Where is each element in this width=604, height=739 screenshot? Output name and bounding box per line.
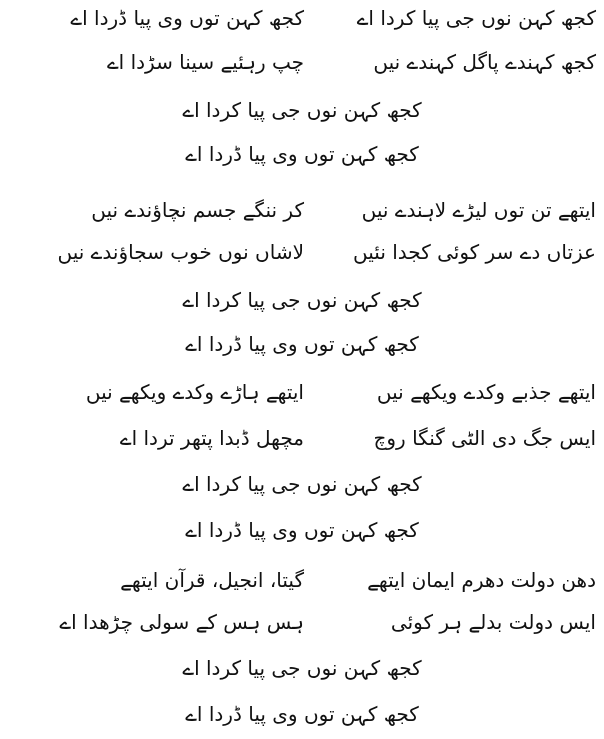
stanza-2-line-2-b: لاشاں نوں خوب سجاؤندے نیں <box>57 240 304 264</box>
stanza-4-refrain-2: کجھ کہن توں وی پیا ڈردا اے <box>185 702 419 726</box>
stanza-3-refrain-2: کجھ کہن توں وی پیا ڈردا اے <box>185 518 419 542</box>
stanza-3-line-2-b: مچھل ڈبدا پتھر تردا اے <box>119 426 304 450</box>
stanza-1-refrain-2: کجھ کہن توں وی پیا ڈردا اے <box>185 142 419 166</box>
stanza-1-line-1-a: کجھ کہن نوں جی پیا کردا اے <box>356 6 596 30</box>
stanza-4-line-1-b: گیتا، انجیل، قرآن ایتھے <box>120 568 304 592</box>
stanza-1-line-2-a: کجھ کہندے پاگل کہندے نیں <box>373 50 596 74</box>
stanza-2-refrain-2: کجھ کہن توں وی پیا ڈردا اے <box>185 332 419 356</box>
stanza-3-refrain-1: کجھ کہن نوں جی پیا کردا اے <box>182 472 422 496</box>
stanza-2-line-2-a: عزتاں دے سر کوئی کجدا نئیں <box>353 240 596 264</box>
stanza-3-line-1-b: ایتھے ہاڑے وکدے ویکھے نیں <box>85 380 304 404</box>
stanza-3-line-2-a: ایس جگ دی الٹی گنگا روچ <box>373 426 596 450</box>
stanza-2-line-1-a: ایتھے تن توں لیڑے لاہندے نیں <box>361 198 596 222</box>
stanza-1-line-2-b: چپ رہئیے سینا سڑدا اے <box>106 50 304 74</box>
stanza-1-line-1-b: کجھ کہن توں وی پیا ڈردا اے <box>70 6 304 30</box>
stanza-3-line-1-a: ایتھے جذبے وکدے ویکھے نیں <box>376 380 596 404</box>
stanza-4-line-1-a: دھن دولت دھرم ایمان ایتھے <box>367 568 596 592</box>
stanza-4-line-2-b: ہس ہس کے سولی چڑھدا اے <box>59 610 304 634</box>
stanza-2-line-1-b: کر ننگے جسم نچاؤندے نیں <box>91 198 304 222</box>
stanza-4-line-2-a: ایس دولت بدلے ہر کوئی <box>390 610 596 634</box>
stanza-1-refrain-1: کجھ کہن نوں جی پیا کردا اے <box>182 98 422 122</box>
stanza-2-refrain-1: کجھ کہن نوں جی پیا کردا اے <box>182 288 422 312</box>
stanza-4-refrain-1: کجھ کہن نوں جی پیا کردا اے <box>182 656 422 680</box>
